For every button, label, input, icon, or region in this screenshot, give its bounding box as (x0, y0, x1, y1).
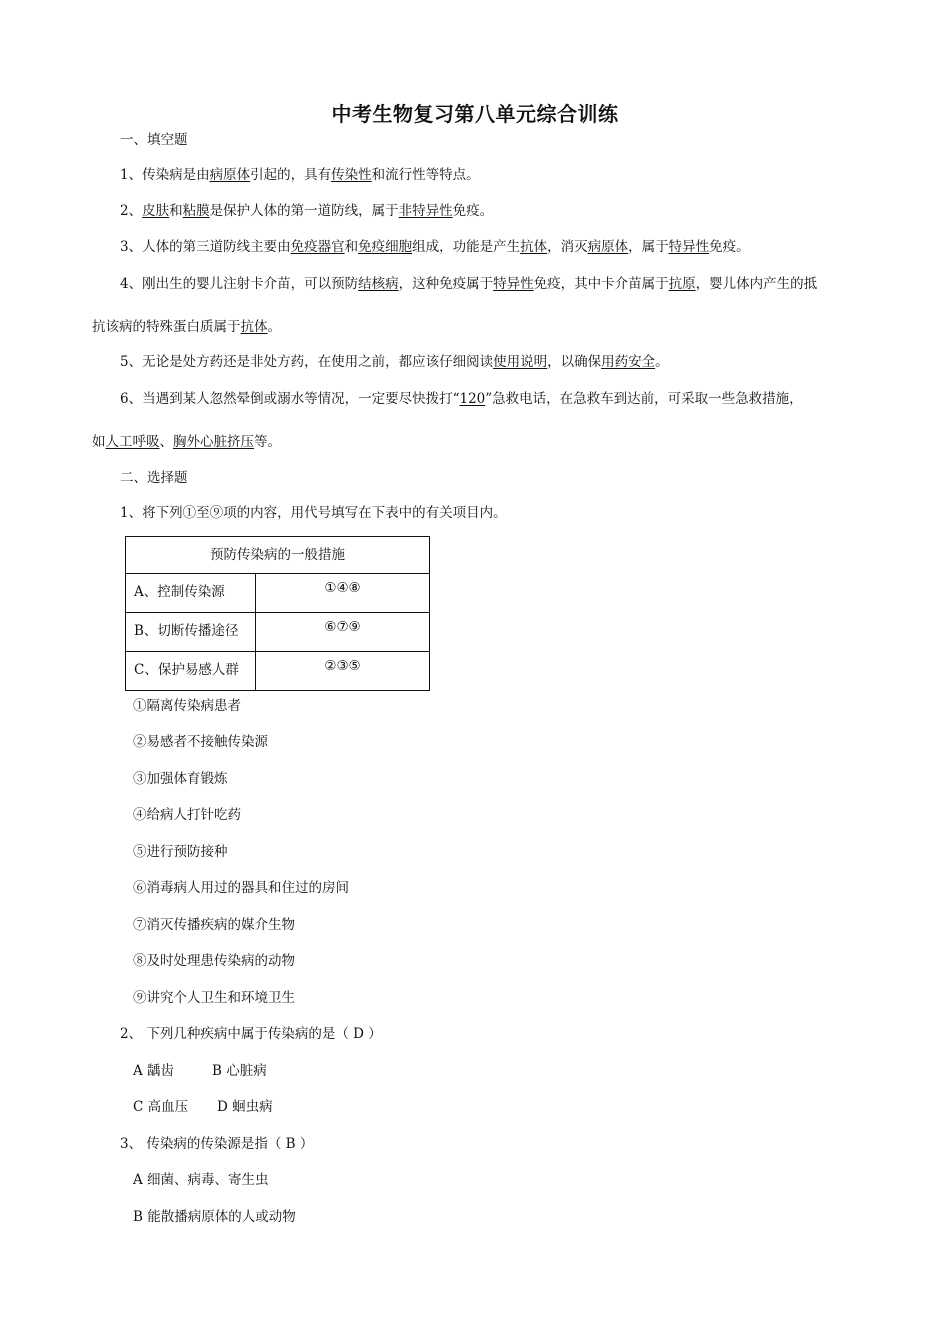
answer-blank: 非特异性 (398, 203, 453, 219)
answer-blank: 抗体 (520, 239, 548, 255)
question-text: 如 (92, 434, 106, 450)
fill-blank-question-3 (120, 238, 750, 256)
list-item: ⑦消灭传播疾病的媒介生物 (133, 917, 295, 933)
option-b: B 心脏病 (212, 1063, 267, 1079)
question-text: 是保护人体的第一道防线，属于 (209, 203, 399, 219)
option-d: D 蛔虫病 (217, 1099, 273, 1115)
answer-blank: 结核病 (358, 276, 399, 292)
answer-blank: 免疫器官 (290, 239, 345, 255)
question-text: 免疫，其中卡介苗属于 (533, 276, 669, 292)
answer-blank: 抗原 (668, 276, 696, 292)
table-category-cell: B、切断传播途径 (126, 613, 256, 652)
question-text: 等。 (254, 434, 281, 450)
answer-blank: 特异性 (668, 239, 710, 255)
choice-question-3: 3、 传染病的传染源是指（ B ） (120, 1136, 314, 1152)
question-text: 4、刚出生的婴儿注射卡介苗，可以预防 (120, 276, 359, 292)
choice-question-1: 1、将下列①至⑨项的内容，用代号填写在下表中的有关项目内。 (120, 505, 507, 521)
list-item: ⑤进行预防接种 (133, 844, 228, 860)
table-row (126, 574, 430, 613)
list-item: ④给病人打针吃药 (133, 807, 241, 823)
question-text: 组成，功能是产生 (412, 239, 521, 255)
question-text: 免疫。 (709, 239, 750, 255)
fill-blank-question-5 (120, 353, 669, 371)
question-text: 和流行性等特点。 (371, 167, 480, 183)
document-title: 中考生物复习第八单元综合训练 (331, 102, 619, 126)
choice-question-2: 2、 下列几种疾病中属于传染病的是（ D ） (120, 1026, 382, 1042)
section-heading-choice: 二、选择题 (120, 470, 188, 486)
table-row (126, 652, 430, 691)
question-text: 6、当遇到某人忽然晕倒或溺水等情况，一定要尽快拨打“ (120, 391, 460, 407)
fill-blank-question-1 (120, 166, 480, 184)
answer-blank: 传染性 (331, 167, 372, 183)
list-item: ②易感者不接触传染源 (133, 734, 268, 750)
table-value-cell: ②③⑤ (256, 652, 430, 691)
fill-blank-question-4 (120, 275, 817, 293)
answer-blank: 120 (459, 391, 486, 407)
answer-blank: 胸外心脏挤压 (173, 434, 254, 450)
list-item: ③加强体育锻炼 (133, 771, 228, 787)
table-value-cell: ①④⑧ (256, 574, 430, 613)
table-header-row (126, 537, 430, 574)
question-text: ，以确保 (547, 354, 602, 370)
question-text: 免疫。 (452, 203, 494, 219)
answer-blank: 皮肤 (142, 203, 170, 219)
answer-blank: 病原体 (209, 167, 251, 183)
question-text: 和 (169, 203, 183, 219)
answer-blank: 免疫细胞 (358, 239, 413, 255)
question-text: 、 (159, 434, 173, 450)
question-text: 。 (267, 319, 281, 335)
question-text: 抗该病的特殊蛋白质属于 (92, 319, 241, 335)
option-a: A 龋齿 (133, 1063, 175, 1079)
question-text: 引起的，具有 (250, 167, 332, 183)
section-heading-fill-blank: 一、填空题 (120, 132, 188, 148)
fill-blank-question-4-continued (92, 318, 281, 336)
list-item: ①隔离传染病患者 (133, 698, 241, 714)
list-item: ⑥消毒病人用过的器具和住过的房间 (133, 880, 349, 896)
question-text: 。 (655, 354, 669, 370)
fill-blank-question-6 (120, 390, 803, 408)
fill-blank-question-2 (120, 202, 493, 220)
question-text: 5、无论是处方药还是非处方药，在使用之前，都应该仔细阅读 (120, 354, 494, 370)
question-text: ，这种免疫属于 (398, 276, 494, 292)
option-b: B 能散播病原体的人或动物 (133, 1209, 296, 1225)
question-text: ，婴儿体内产生的抵 (695, 276, 818, 292)
question-text: 3、人体的第三道防线主要由 (120, 239, 291, 255)
question-text: 和 (344, 239, 359, 255)
table-category-cell: C、保护易感人群 (126, 652, 256, 691)
question-text: 2、 (120, 203, 143, 219)
question-text: ”急救电话，在急救车到达前，可采取一些急救措施， (485, 391, 803, 407)
answer-blank: 粘膜 (182, 203, 210, 219)
answer-blank: 抗体 (240, 319, 268, 335)
option-c: C 高血压 (133, 1099, 189, 1115)
table-row (126, 613, 430, 652)
option-a: A 细菌、病毒、寄生虫 (133, 1172, 269, 1188)
answer-blank: 病原体 (587, 239, 629, 255)
question-text: ，消灭 (547, 239, 588, 255)
prevention-measures-table (125, 536, 430, 691)
table-header-cell: 预防传染病的一般措施 (126, 537, 430, 574)
table-value-cell: ⑥⑦⑨ (256, 613, 430, 652)
list-item: ⑨讲究个人卫生和环境卫生 (133, 990, 295, 1006)
question-text: ，属于 (628, 239, 669, 255)
answer-blank: 使用说明 (493, 354, 548, 370)
answer-blank: 人工呼吸 (105, 434, 160, 450)
fill-blank-question-6-continued (92, 433, 281, 451)
answer-blank: 用药安全 (601, 354, 656, 370)
answer-blank: 特异性 (493, 276, 534, 292)
question-text: 1、传染病是由 (120, 167, 210, 183)
table-category-cell: A、控制传染源 (126, 574, 256, 613)
list-item: ⑧及时处理患传染病的动物 (133, 953, 295, 969)
